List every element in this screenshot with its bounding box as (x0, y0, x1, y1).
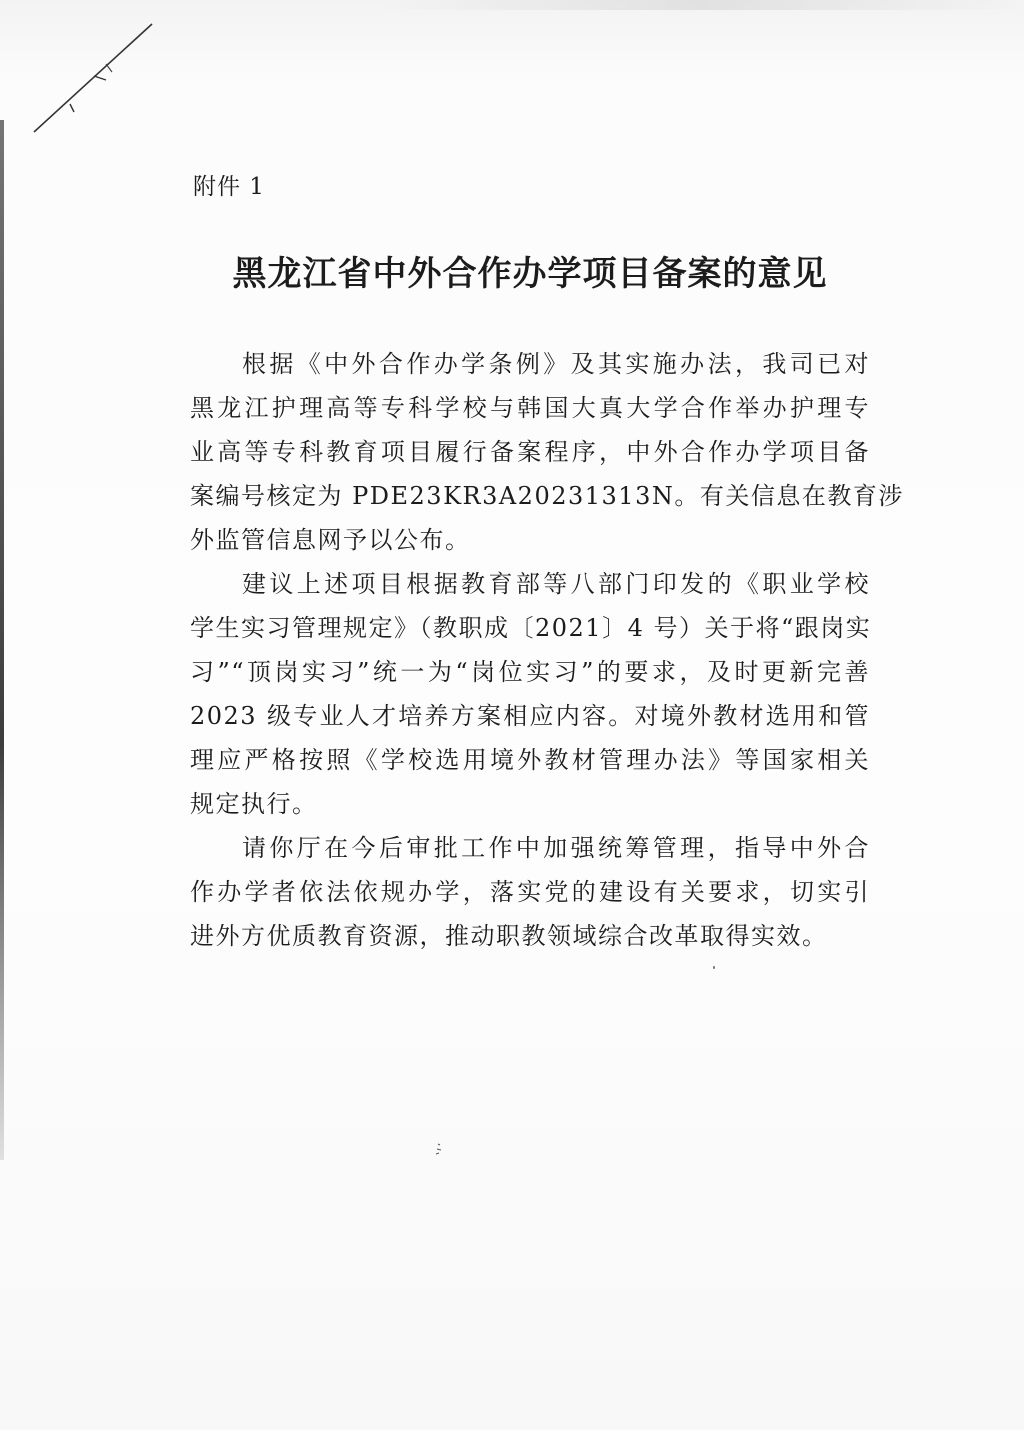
document-title: 黑龙江省中外合作办学项目备案的意见 (232, 254, 828, 294)
paragraph-1 (190, 342, 904, 562)
scan-top-shadow (380, 0, 1024, 10)
paragraph-line: 学生实习管理规定》（教职成〔2021〕4 号）关于将“跟岗实 (190, 614, 872, 642)
scan-speck (713, 966, 715, 969)
paragraph-line: 作办学者依法依规办学，落实党的建设有关要求，切实引 (190, 878, 870, 906)
paragraph-line: 建议上述项目根据教育部等八部门印发的《职业学校 (242, 570, 870, 598)
scan-speck (434, 1142, 444, 1156)
staple-mark (28, 20, 158, 140)
paragraph-line: 习”“顶岗实习”统一为“岗位实习”的要求，及时更新完善 (190, 658, 870, 686)
scan-left-edge-shadow (0, 120, 4, 1160)
paragraph-2 (190, 562, 870, 826)
paragraph-line: 理应严格按照《学校选用境外教材管理办法》等国家相关 (190, 746, 870, 774)
paragraph-line: 请你厅在今后审批工作中加强统筹管理，指导中外合 (242, 834, 870, 862)
paragraph-line: 案编号核定为 PDE23KR3A20231313N。有关信息在教育涉 (190, 482, 904, 510)
paragraph-line: 进外方优质教育资源，推动职教领域综合改革取得实效。 (190, 922, 828, 950)
paragraph-line: 黑龙江护理高等专科学校与韩国大真大学合作举办护理专 (190, 394, 870, 422)
attachment-label: 附件 1 (193, 174, 265, 200)
paragraph-line: 外监管信息网予以公布。 (190, 526, 471, 554)
paragraph-3 (190, 826, 870, 958)
paragraph-line: 业高等专科教育项目履行备案程序，中外合作办学项目备 (190, 438, 870, 466)
paragraph-line: 规定执行。 (190, 790, 318, 818)
paragraph-line: 2023 级专业人才培养方案相应内容。对境外教材选用和管 (190, 702, 870, 730)
paragraph-line: 根据《中外合作办学条例》及其实施办法，我司已对 (242, 350, 870, 378)
